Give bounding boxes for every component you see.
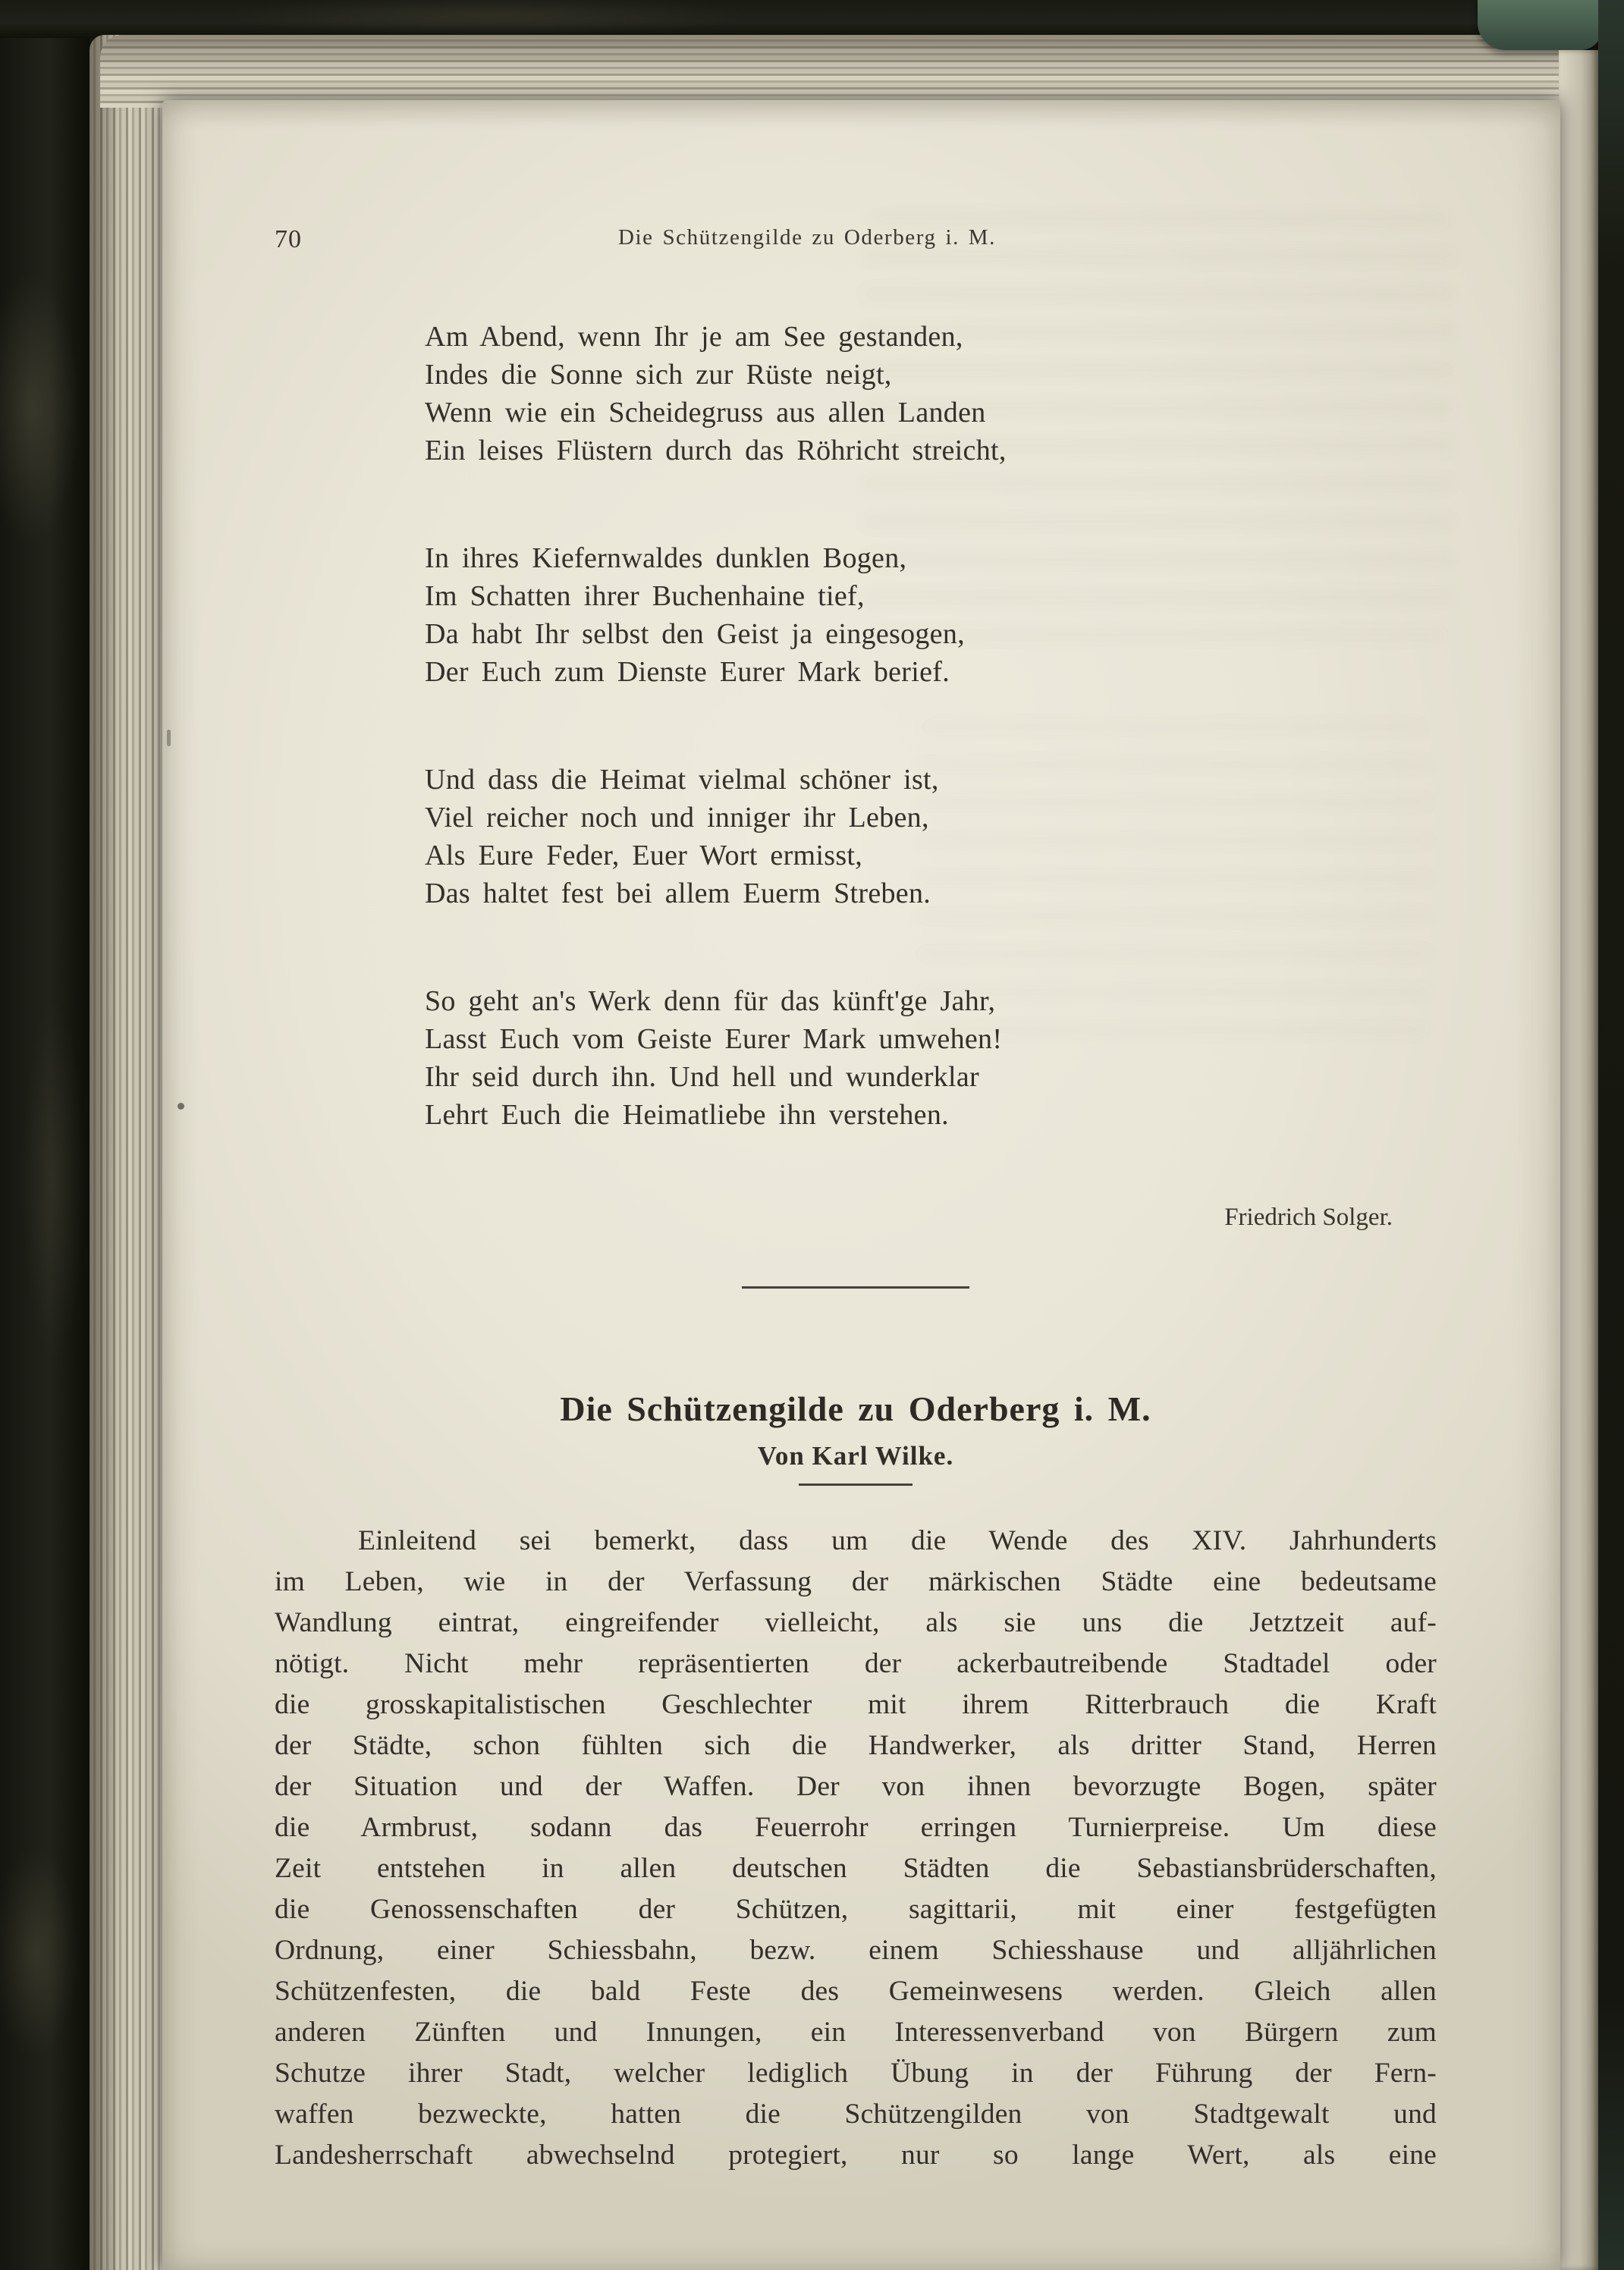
byline-divider [799, 1484, 913, 1486]
poem-line: Viel reicher noch und inniger ihr Leben, [425, 802, 929, 834]
book-cover-left [0, 0, 90, 2270]
book-cover-corner [1478, 0, 1602, 50]
poem-line: Wenn wie ein Scheidegruss aus allen Landen [425, 397, 986, 429]
poem-line: Das haltet fest bei allem Euerm Streben. [425, 878, 931, 909]
page-speck [167, 730, 171, 746]
body-text-line: der Situation und der Waffen. Der von ihnen bevorzugte Bogen, später [275, 1771, 1437, 1802]
poem-stanza-3 [425, 761, 1437, 912]
poem-line: Und dass die Heimat vielmal schöner ist, [425, 764, 939, 796]
body-text-line: nötigt. Nicht mehr repräsentierten der ackerbautreibende Stadtadel oder [275, 1648, 1437, 1679]
running-header: Die Schützengilde zu Oderberg i. M. [617, 225, 997, 250]
body-text-line: Wandlung eintrat, eingreifender vielleicht, als sie uns die Jetztzeit auf- [275, 1607, 1437, 1638]
poem-line: So geht an's Werk denn für das künft'ge Jahr, [425, 985, 996, 1017]
page-edges-top [100, 35, 1561, 108]
poem-line: Da habt Ihr selbst den Geist ja eingesogen, [425, 618, 965, 650]
poem-stanza-1 [425, 318, 1437, 469]
body-text-line: Zeit entstehen in allen deutschen Städten die Sebastiansbrüderschaften, [275, 1853, 1437, 1884]
section-divider [742, 1286, 969, 1289]
body-text-line: die Genossenschaften der Schützen, sagittarii, mit einer festgefügten [275, 1894, 1437, 1925]
poem-line: Ein leises Flüstern durch das Röhricht streicht, [425, 435, 1007, 466]
body-text-line: im Leben, wie in der Verfassung der märkischen Städte eine bedeutsame [275, 1566, 1437, 1597]
book-cover-top [0, 0, 1624, 38]
body-text-line: Einleitend sei bemerkt, dass um die Wende des XIV. Jahrhunderts [358, 1525, 1437, 1556]
poem-line: Lehrt Euch die Heimatliebe ihn verstehen. [425, 1099, 949, 1131]
body-text-line: die grosskapitalistischen Geschlechter mit ihrem Ritterbrauch die Kraft [275, 1689, 1437, 1720]
poem-line: Indes die Sonne sich zur Rüste neigt, [425, 359, 892, 391]
article-byline: Von Karl Wilke. [757, 1441, 954, 1471]
body-text-line: Landesherrschaft abwechselnd protegiert, nur so lange Wert, als eine [275, 2140, 1437, 2171]
poem-line: In ihres Kiefernwaldes dunklen Bogen, [425, 542, 907, 574]
article-body [275, 1521, 1437, 2176]
body-text-line: der Städte, schon fühlten sich die Handwerker, als dritter Stand, Herren [275, 1730, 1437, 1761]
page-edges-left [90, 35, 164, 2270]
poem-stanza-4 [425, 982, 1437, 1134]
page-header [275, 225, 1437, 256]
body-text-line: waffen bezweckte, hatten die Schützengilden von Stadtgewalt und [275, 2099, 1437, 2130]
page-number: 70 [275, 225, 302, 253]
body-text-line: Schützenfesten, die bald Feste des Gemeinwesens werden. Gleich allen [275, 1976, 1437, 2007]
poem-line: Am Abend, wenn Ihr je am See gestanden, [425, 321, 963, 353]
poem-line: Lasst Euch vom Geiste Eurer Mark umwehen! [425, 1023, 1003, 1055]
poem-line: Der Euch zum Dienste Eurer Mark berief. [425, 656, 950, 688]
body-text-line: Ordnung, einer Schiessbahn, bezw. einem Schiesshause und alljährlichen [275, 1935, 1437, 1966]
page-speck [177, 1103, 184, 1110]
book-page [162, 100, 1560, 2270]
article-title: Die Schützengilde zu Oderberg i. M. [560, 1389, 1151, 1428]
poem-line: Im Schatten ihrer Buchenhaine tief, [425, 580, 865, 612]
poem-line: Ihr seid durch ihn. Und hell und wunderklar [425, 1061, 979, 1093]
page-edge-right [1559, 50, 1598, 2270]
poem-attribution: Friedrich Solger. [1224, 1204, 1393, 1231]
body-text-line: die Armbrust, sodann das Feuerrohr erringen Turnierpreise. Um diese [275, 1812, 1437, 1843]
body-text-line: anderen Zünften und Innungen, ein Interessenverband von Bürgern zum [275, 2017, 1437, 2048]
body-text-line: Schutze ihrer Stadt, welcher lediglich Übung in der Führung der Fern- [275, 2058, 1437, 2089]
poem-stanza-2 [425, 539, 1437, 691]
poem-line: Als Eure Feder, Euer Wort ermisst, [425, 840, 863, 871]
book-binding-right [1598, 0, 1624, 2270]
poem [425, 318, 1437, 1232]
